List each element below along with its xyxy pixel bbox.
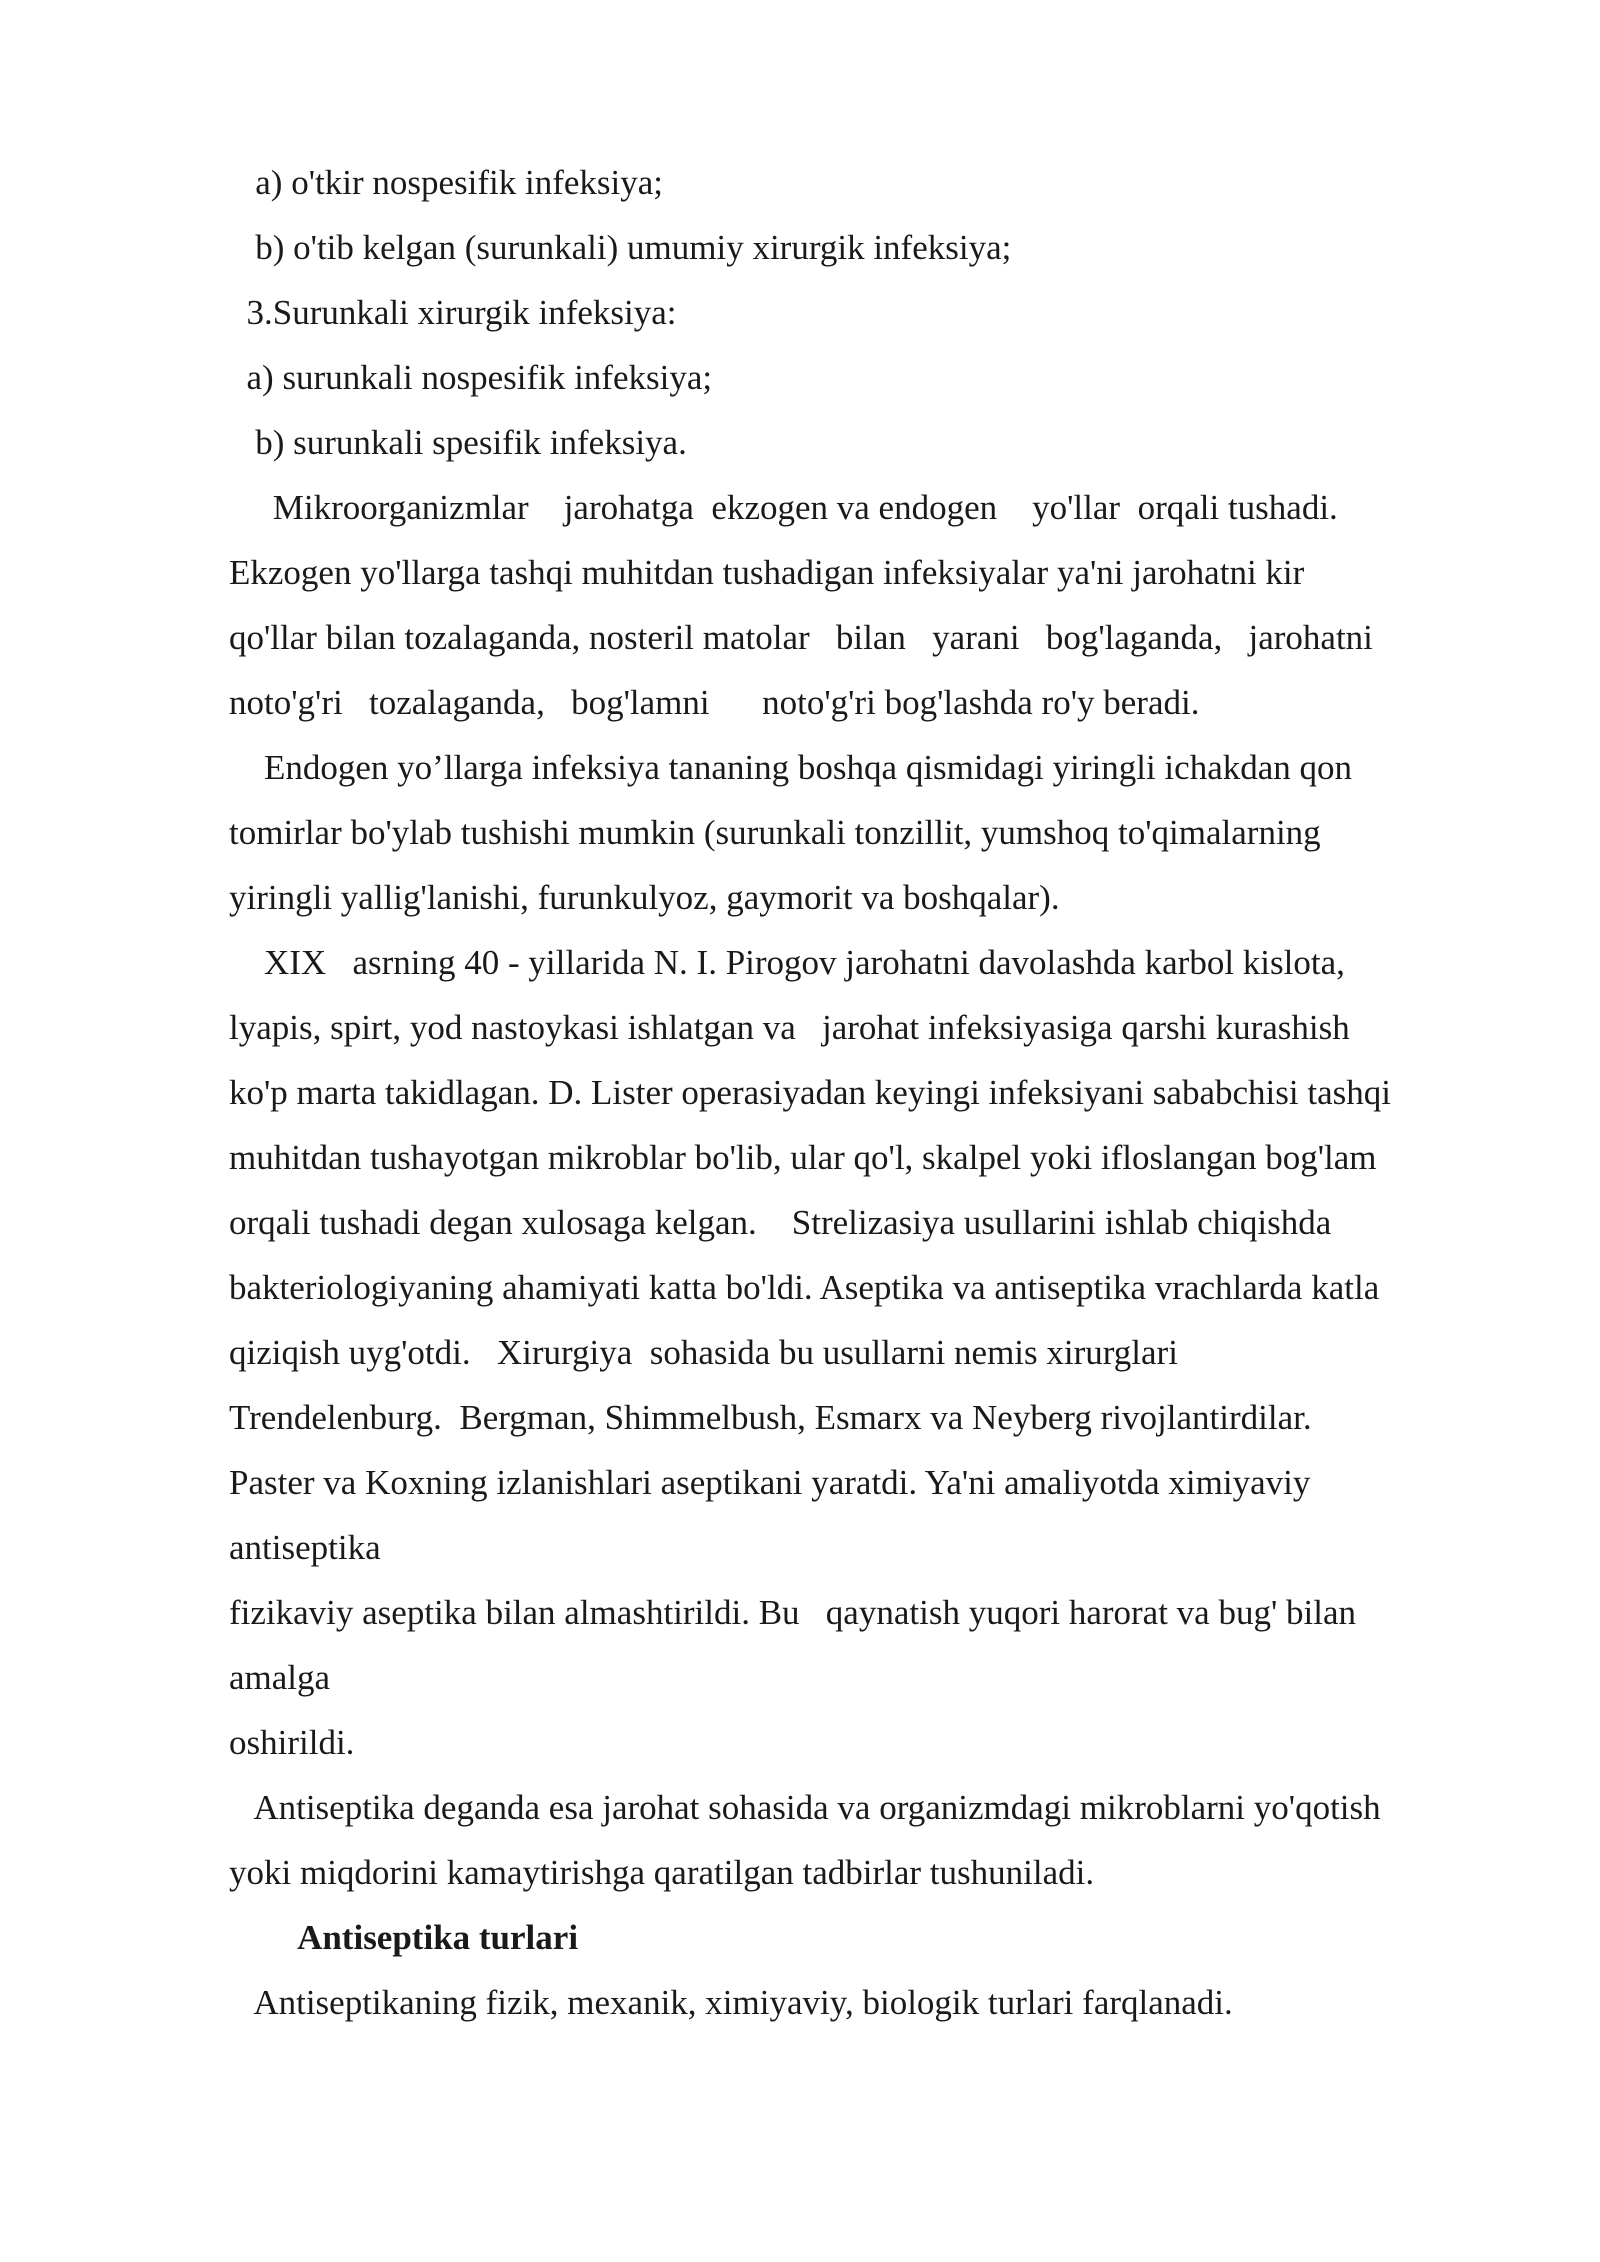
document-body xyxy=(229,150,1509,2035)
list-item-a-acute: a) o'tkir nospesifik infeksiya; xyxy=(229,163,663,202)
list-item-b-acute: b) o'tib kelgan (surunkali) umumiy xirurgik infeksiya; xyxy=(229,228,1012,267)
paragraph-line: tomirlar bo'ylab tushishi mumkin (surunkali tonzillit, yumshoq to'qimalarning xyxy=(229,813,1321,852)
paragraph-line: bakteriologiyaning ahamiyati katta bo'ldi. Aseptika va antiseptika vrachlarda katla xyxy=(229,1268,1380,1307)
list-item-b-chronic: b) surunkali spesifik infeksiya. xyxy=(229,423,687,462)
paragraph-line: Endogen yo’llarga infeksiya tananing boshqa qismidagi yiringli ichakdan qon xyxy=(229,748,1353,787)
paragraph-line: ko'p marta takidlagan. D. Lister operasiyadan keyingi infeksiyani sababchisi tashqi xyxy=(229,1073,1391,1112)
list-item-a-chronic: a) surunkali nospesifik infeksiya; xyxy=(229,358,713,397)
paragraph-line: Ekzogen yo'llarga tashqi muhitdan tushadigan infeksiyalar ya'ni jarohatni kir xyxy=(229,553,1305,592)
paragraph-line: qiziqish uyg'otdi. Xirurgiya sohasida bu usullarni nemis xirurglari xyxy=(229,1333,1178,1372)
section-heading: Antiseptika turlari xyxy=(229,1918,579,1957)
paragraph-line: muhitdan tushayotgan mikroblar bo'lib, ular qo'l, skalpel yoki ifloslangan bog'lam xyxy=(229,1138,1377,1177)
paragraph-line: Mikroorganizmlar jarohatga ekzogen va endogen yo'llar orqali tushadi. xyxy=(229,488,1338,527)
list-heading-chronic: 3.Surunkali xirurgik infeksiya: xyxy=(229,293,677,332)
paragraph-line: orqali tushadi degan xulosaga kelgan. Strelizasiya usullarini ishlab chiqishda xyxy=(229,1203,1332,1242)
paragraph-line: antiseptika xyxy=(229,1528,381,1567)
paragraph-line: qo'llar bilan tozalaganda, nosteril matolar bilan yarani bog'laganda, jarohatni xyxy=(229,618,1373,657)
paragraph-line: Antiseptika deganda esa jarohat sohasida va organizmdagi mikroblarni yo'qotish xyxy=(229,1788,1381,1827)
paragraph-line: yiringli yallig'lanishi, furunkulyoz, gaymorit va boshqalar). xyxy=(229,878,1060,917)
paragraph-line: yoki miqdorini kamaytirishga qaratilgan tadbirlar tushuniladi. xyxy=(229,1853,1095,1892)
paragraph-line: amalga xyxy=(229,1658,331,1697)
paragraph-line: oshirildi. xyxy=(229,1723,355,1762)
paragraph-line: lyapis, spirt, yod nastoykasi ishlatgan va jarohat infeksiyasiga qarshi kurashish xyxy=(229,1008,1350,1047)
paragraph-line: Paster va Koxning izlanishlari aseptikani yaratdi. Ya'ni amaliyotda ximiyaviy xyxy=(229,1463,1311,1502)
paragraph-line: XIX asrning 40 - yillarida N. I. Pirogov jarohatni davolashda karbol kislota, xyxy=(229,943,1345,982)
paragraph-line: Trendelenburg. Bergman, Shimmelbush, Esmarx va Neyberg rivojlantirdilar. xyxy=(229,1398,1312,1437)
paragraph-line: fizikaviy aseptika bilan almashtirildi. Bu qaynatish yuqori harorat va bug' bilan xyxy=(229,1593,1357,1632)
paragraph-line: noto'g'ri tozalaganda, bog'lamni noto'g'ri bog'lashda ro'y beradi. xyxy=(229,683,1200,722)
paragraph-line: Antiseptikaning fizik, mexanik, ximiyaviy, biologik turlari farqlanadi. xyxy=(229,1983,1233,2022)
